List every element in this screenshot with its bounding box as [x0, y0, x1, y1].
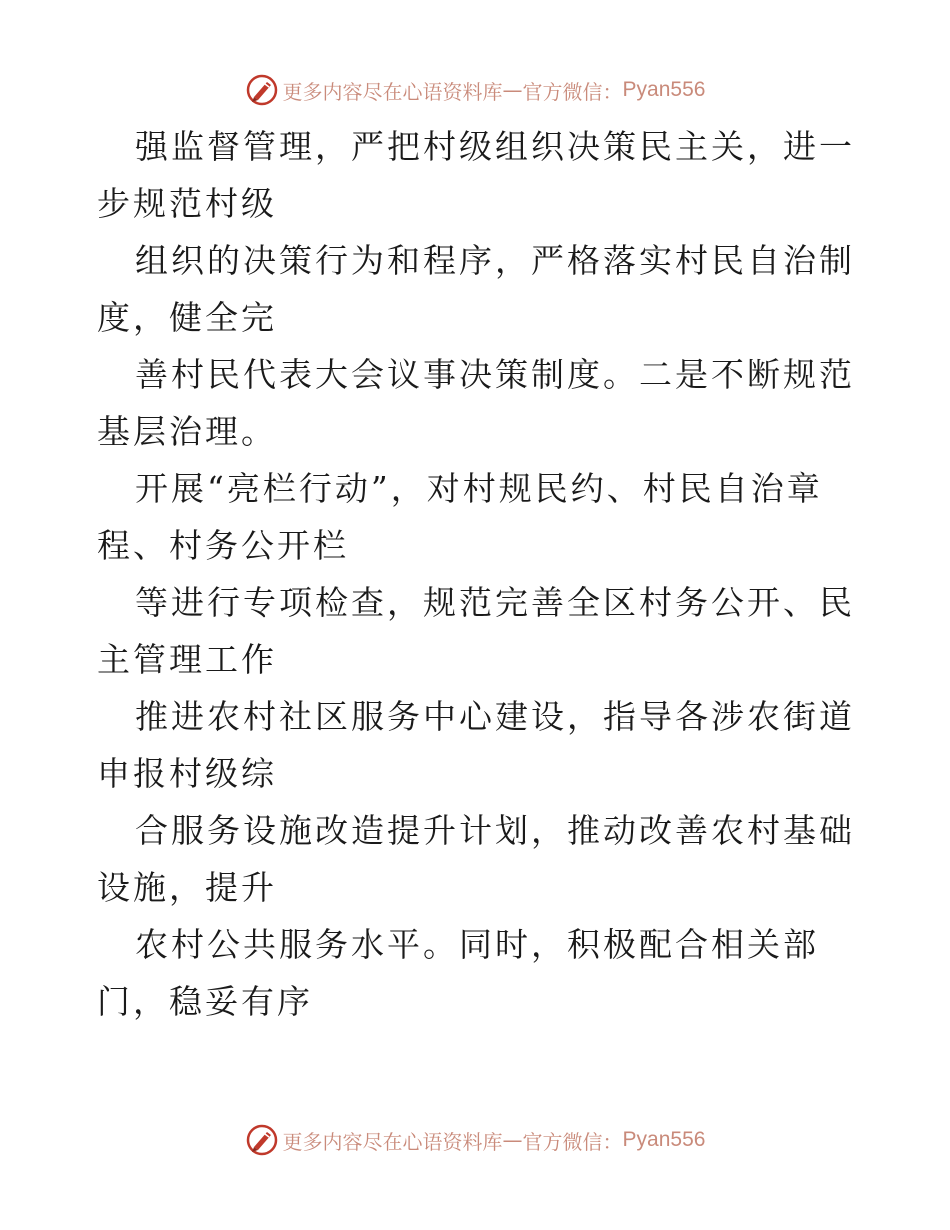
paragraph-3: 善村民代表大会议事决策制度。二是不断规范基层治理。	[97, 355, 855, 451]
watermark-wechat-id: Pyan556	[622, 1128, 706, 1151]
watermark-text: 更多内容尽在心语资料库	[282, 1129, 503, 1154]
watermark-wechat-label: 官方微信：	[522, 79, 623, 104]
pen-logo-icon	[245, 73, 279, 107]
watermark-separator: —	[502, 1128, 523, 1152]
footer-watermark	[0, 1120, 950, 1160]
watermark-separator: —	[502, 78, 523, 102]
document-body	[97, 118, 887, 1030]
watermark-wechat-label: 官方微信：	[522, 1129, 623, 1154]
paragraph-7: 合服务设施改造提升计划，推动改善农村基础设施，提升	[97, 811, 855, 907]
watermark-text: 更多内容尽在心语资料库	[282, 79, 503, 104]
paragraph-8: 农村公共服务水平。同时，积极配合相关部门，稳妥有序	[97, 925, 819, 1021]
paragraph-5: 等进行专项检查，规范完善全区村务公开、民主管理工作	[97, 583, 855, 679]
header-watermark	[0, 70, 950, 110]
paragraph-2: 组织的决策行为和程序，严格落实村民自治制度，健全完	[97, 241, 855, 337]
watermark-wechat-id: Pyan556	[622, 78, 706, 101]
paragraph-1: 强监督管理，严把村级组织决策民主关，进一步规范村级	[97, 127, 855, 223]
paragraph-4: 开展“亮栏行动”，对村规民约、村民自治章程、村务公开栏	[97, 469, 823, 565]
pen-logo-icon	[245, 1123, 279, 1157]
paragraph-6: 推进农村社区服务中心建设，指导各涉农街道申报村级综	[97, 697, 855, 793]
